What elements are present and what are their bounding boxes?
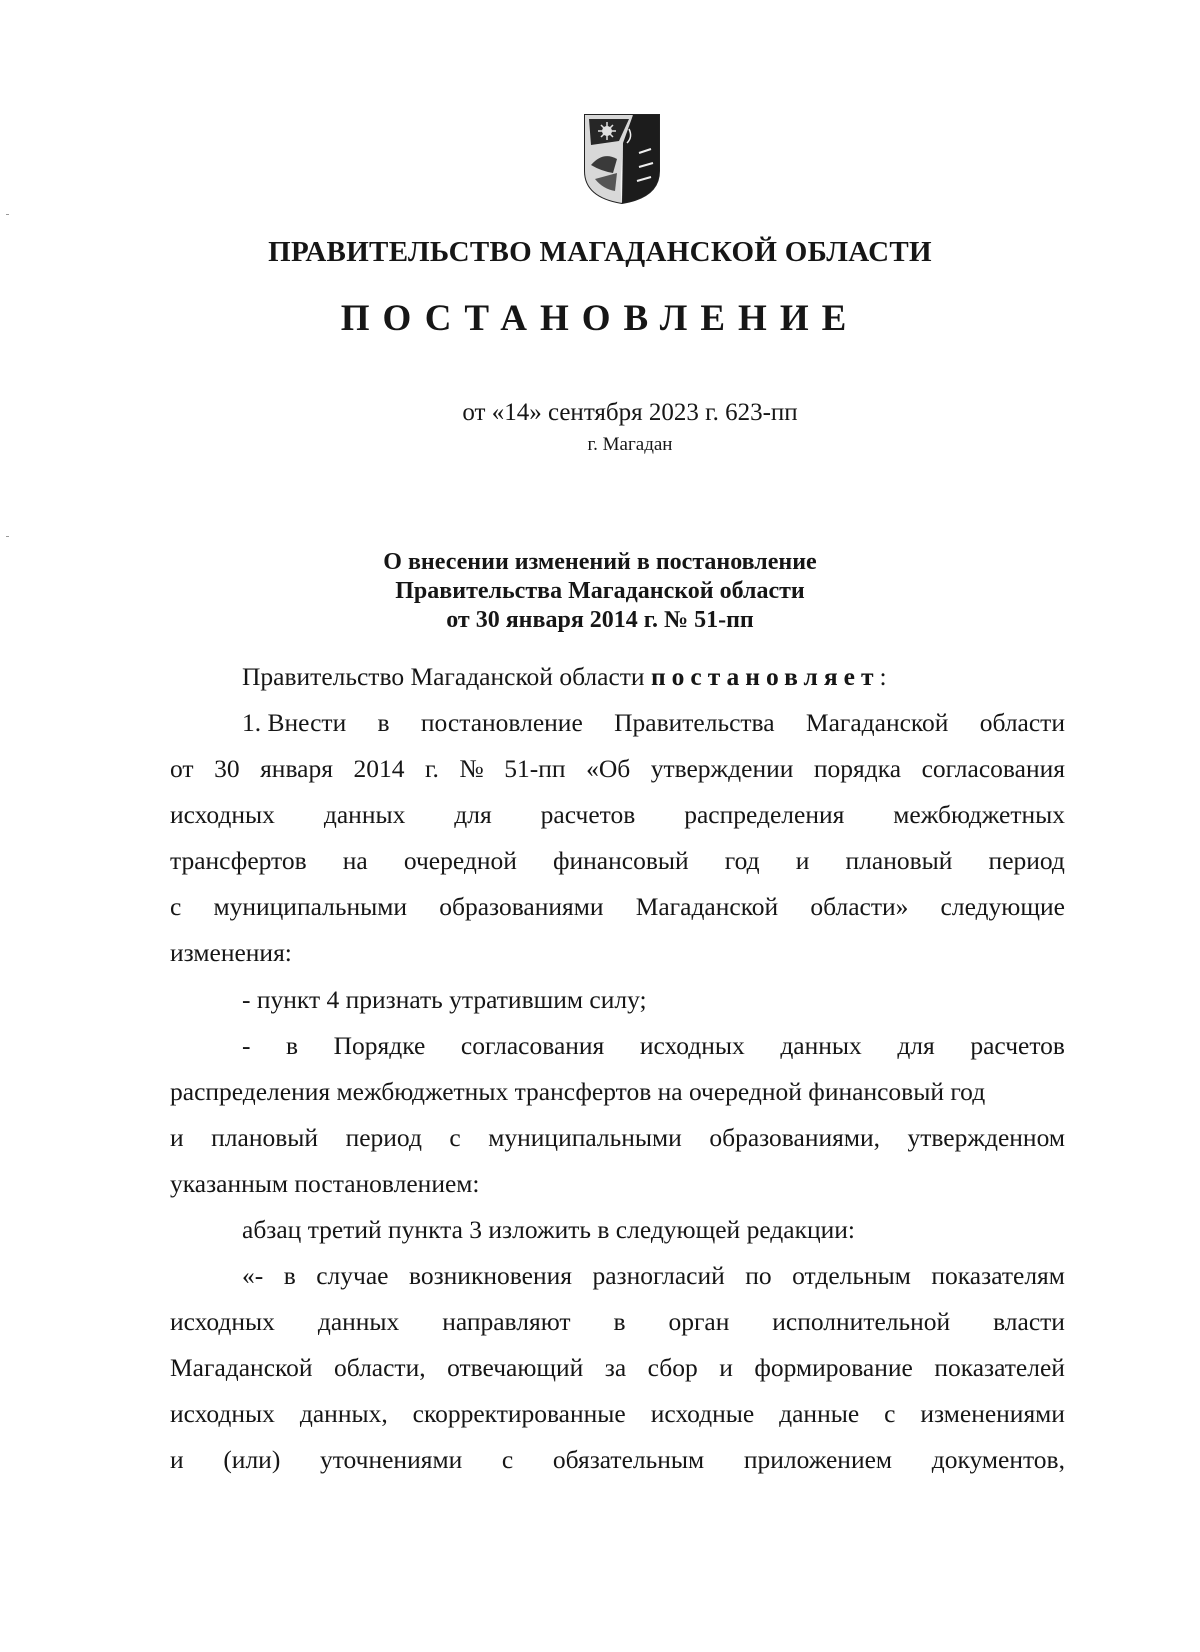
paragraph-line: [170, 1123, 1065, 1153]
word: для: [897, 1031, 935, 1060]
government-name: ПРАВИТЕЛЬСТВО МАГАДАНСКОЙ ОБЛАСТИ: [268, 236, 932, 268]
word: расчетов: [970, 1031, 1065, 1060]
word: образованиями,: [709, 1123, 881, 1152]
word: образованиями: [439, 892, 604, 921]
document-city: г. Магадан: [587, 434, 673, 455]
word: направляют: [442, 1307, 571, 1336]
word: уточнениями: [319, 1445, 463, 1474]
word: плановый: [211, 1123, 319, 1152]
word: г.: [424, 754, 439, 783]
word: Магаданской: [170, 1353, 313, 1382]
word: показателей: [934, 1353, 1065, 1382]
intro-prefix: Правительство Магаданской области: [242, 662, 645, 691]
word: области,: [333, 1353, 426, 1382]
word: и: [719, 1353, 733, 1382]
word: межбюджетных: [893, 800, 1065, 829]
paragraph-line: [242, 1261, 1065, 1291]
word: орган: [668, 1307, 730, 1336]
word: Порядке: [333, 1031, 426, 1060]
word: данных: [323, 800, 406, 829]
word: «-: [242, 1261, 264, 1290]
word: постановление: [420, 708, 583, 737]
word: документов,: [931, 1445, 1065, 1474]
word: и: [170, 1123, 184, 1152]
word: согласования: [921, 754, 1065, 783]
word: исходных: [639, 1031, 745, 1060]
word: муниципальными: [213, 892, 408, 921]
word: период: [345, 1123, 422, 1152]
word: Правительства: [614, 708, 775, 737]
word: трансфертов: [170, 846, 307, 875]
word: исходных: [170, 1399, 275, 1428]
word: в: [283, 1261, 296, 1290]
subject-line: Правительства Магаданской области: [395, 578, 805, 604]
word: 2014: [353, 754, 405, 783]
scan-margin-mark: [6, 214, 9, 215]
word: данные: [779, 1399, 860, 1428]
word: «Об: [586, 754, 631, 783]
word: приложением: [743, 1445, 893, 1474]
subject-line: от 30 января 2014 г. № 51-пп: [446, 607, 754, 633]
word: сбор: [647, 1353, 698, 1382]
word: января: [260, 754, 333, 783]
word: исходных: [170, 800, 275, 829]
paragraph-line: [170, 846, 1065, 876]
paragraph-line: [242, 1031, 1065, 1061]
paragraph-line: [170, 1307, 1065, 1337]
word: 1. Внести: [242, 708, 347, 737]
word: в: [613, 1307, 626, 1336]
word: согласования: [460, 1031, 605, 1060]
word: плановый: [845, 846, 953, 875]
word: в: [286, 1031, 299, 1060]
word: и: [795, 846, 810, 875]
paragraph-line: [170, 892, 1065, 922]
word: исходные: [650, 1399, 755, 1428]
word: случае: [316, 1261, 389, 1290]
word: показателям: [931, 1261, 1065, 1290]
word: разногласий: [592, 1261, 725, 1290]
paragraph-line: [242, 708, 1065, 738]
word: с: [449, 1123, 461, 1152]
word: Магаданской: [635, 892, 779, 921]
word: области: [979, 708, 1065, 737]
word: 30: [214, 754, 240, 783]
word: обязательным: [552, 1445, 705, 1474]
paragraph-line: распределения межбюджетных трансфертов на очередной финансовый год: [170, 1077, 986, 1106]
document-date-number: от «14» сентября 2023 г. 623-пп: [462, 399, 798, 426]
word: №: [459, 754, 484, 783]
word: (или): [223, 1445, 281, 1474]
word: формирование: [754, 1353, 913, 1382]
word: финансовый: [552, 846, 689, 875]
word: утвержденном: [907, 1123, 1065, 1152]
word: с: [884, 1399, 896, 1428]
word: с: [501, 1445, 514, 1474]
word: исполнительной: [772, 1307, 951, 1336]
intro-keyword: постановляет: [650, 662, 880, 691]
word: очередной: [403, 846, 517, 875]
paragraph-line: [170, 754, 1065, 784]
paragraph-line: [170, 1353, 1065, 1383]
magadan-coat-of-arms-icon: [583, 113, 661, 205]
paragraph-line: абзац третий пункта 3 изложить в следующей редакции:: [242, 1215, 856, 1244]
word: распределения: [684, 800, 845, 829]
paragraph-line: [170, 1445, 1065, 1475]
intro-line: [242, 662, 1065, 692]
word: 51-пп: [504, 754, 566, 783]
word: расчетов: [540, 800, 636, 829]
word: данных,: [299, 1399, 388, 1428]
word: и: [170, 1445, 184, 1474]
word: на: [342, 846, 368, 875]
document-subject: [300, 548, 900, 635]
word: скорректированные: [412, 1399, 626, 1428]
paragraph-line: [170, 1399, 1065, 1429]
list-item: - пункт 4 признать утратившим силу;: [242, 985, 647, 1014]
paragraph-line: [170, 800, 1065, 830]
word: отвечающий: [447, 1353, 584, 1382]
word: данных: [780, 1031, 862, 1060]
word: следующие: [940, 892, 1065, 921]
word: исходных: [170, 1307, 275, 1336]
subject-line: О внесении изменений в постановление: [383, 549, 817, 575]
word: -: [242, 1031, 251, 1060]
paragraph-line: указанным постановлением:: [170, 1169, 480, 1198]
word: год: [724, 846, 760, 875]
word: по: [745, 1261, 772, 1290]
word: области»: [810, 892, 909, 921]
document-type-title: ПОСТАНОВЛЕНИЕ: [340, 298, 860, 339]
paragraph-line: изменения:: [170, 938, 292, 967]
word: возникновения: [408, 1261, 572, 1290]
word: период: [988, 846, 1065, 875]
word: Магаданской: [805, 708, 949, 737]
word: с: [170, 892, 182, 921]
word: изменениями: [920, 1399, 1065, 1428]
word: отдельным: [792, 1261, 911, 1290]
word: для: [454, 800, 492, 829]
word: власти: [993, 1307, 1065, 1336]
word: в: [377, 708, 390, 737]
word: утверждении: [650, 754, 794, 783]
word: от: [170, 754, 194, 783]
intro-colon: :: [879, 662, 887, 691]
scan-margin-mark: [6, 536, 9, 537]
word: за: [604, 1353, 627, 1382]
word: муниципальными: [488, 1123, 682, 1152]
word: данных: [317, 1307, 400, 1336]
word: порядка: [813, 754, 902, 783]
